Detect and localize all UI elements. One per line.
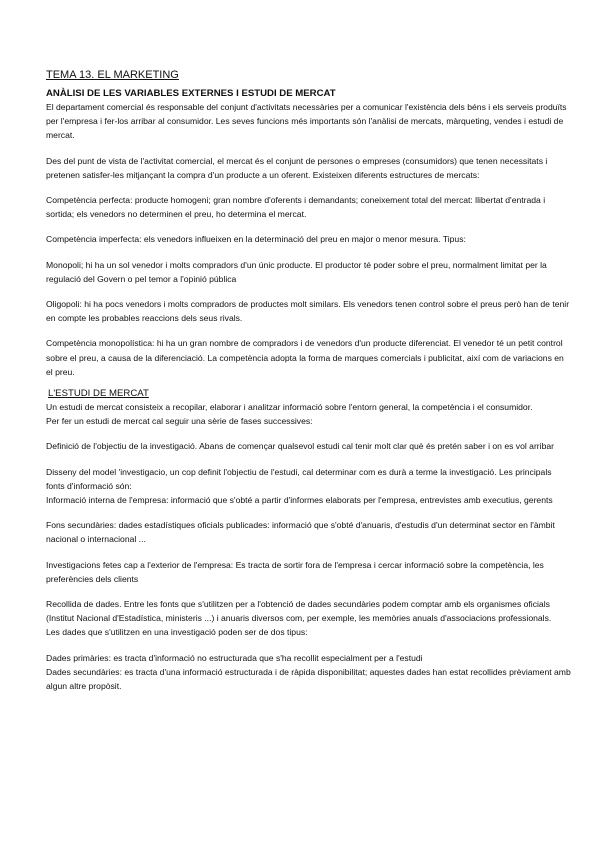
paragraph-competencia-imperfecta: Competència imperfecta: els venedors influeixen en la determinació del preu en major o menor mesura. Tipus:	[46, 234, 466, 245]
paragraph-fons-secundaries: Fons secundàries: dades estadístiques oficials publicades: informació que s'obté d'anuaris, d'estudis d'un determinat sector en l'àmbit nacional o internacional ...	[46, 520, 555, 545]
paragraph-competencia-monopolistica: Competència monopolística: hi ha un gran nombre de compradors i de venedors d'un producte diferenciat. El venedor té un petit control sobre el preu, a causa de la diferenciació. La competència adopta la forma de marques comercials i publicitat, així com de variacions en el preu.	[46, 338, 564, 377]
spacer	[46, 640, 572, 651]
subsection-heading: L'ESTUDI DE MERCAT	[48, 388, 149, 400]
paragraph-monopoli: Monopoli; hi ha un sol venedor i molts compradors d'un únic producte. El productor té poder sobre el preu, normalment limitat per la regulació del Govern o pel temor a l'opinió pública	[46, 259, 547, 284]
page-title: TEMA 13. EL MARKETING	[46, 69, 179, 81]
paragraph-dades-primaries: Dades primàries: es tracta d'informació no estructurada que s'ha recollit especialment per a l'estudi	[46, 652, 423, 663]
spacer	[46, 286, 572, 297]
spacer	[46, 325, 572, 336]
section-heading: ANÀLISI DE LES VARIABLES EXTERNES I ESTUDI DE MERCAT	[46, 88, 336, 99]
paragraph-recollida: Recollida de dades. Entre les fonts que s'utilitzen per a l'obtenció de dades secundàries podem comptar amb els organismes oficials (Institut Nacional d'Estadística, ministeris ...) i anuaris diversos com, per exemple, les memòries anuals d'associacions professionals.	[46, 599, 552, 624]
paragraph-competencia-perfecta: Competència perfecta: producte homogeni; gran nombre d'oferents i demandants; coneixement total del mercat: llibertat d'entrada i sortida; els venedors no determinen el preu, ho determina el mercat.	[46, 195, 546, 220]
spacer	[46, 547, 572, 558]
document-page	[46, 68, 572, 693]
spacer	[46, 507, 572, 518]
spacer	[46, 182, 572, 193]
spacer	[46, 143, 572, 154]
paragraph-fases: Per fer un estudi de mercat cal seguir una sèrie de fases successives:	[46, 416, 313, 427]
paragraph-disseny: Disseny del model 'investigacio, un cop definit l'objectiu de l'estudi, cal determinar com es durà a terme la investigació. Les principals fonts d'informació són:	[46, 466, 552, 491]
paragraph-estudi: Un estudi de mercat consisteix a recopilar, elaborar i analitzar informació sobre l'entorn general, la competència i el consumidor.	[46, 402, 533, 413]
spacer	[46, 586, 572, 597]
spacer	[46, 379, 572, 387]
paragraph-intro: El departament comercial és responsable del conjunt d'activitats necessàries per a comunicar l'existència dels béns i els serveis produïts per l'empresa i fer-los arribar al consumidor. Les seves funcions més importants són l'anàlisi de mercats, màrqueting, vendes i estudi de mercat.	[46, 102, 567, 141]
paragraph-dades-secundaries: Dades secundàries: es tracta d'una informació estructurada i de ràpida disponibilitat; aquestes dades han estat recollides prèviament amb algun altre propòsit.	[46, 666, 571, 692]
paragraph-definicio: Definició de l'objectiu de la investigació. Abans de començar qualsevol estudi cal tenir molt clar què és pretén saber i on es vol arribar	[46, 441, 554, 452]
paragraph-oligopoli: Oligopoli: hi ha pocs venedors i molts compradors de productes molt similars. Els venedors tenen control sobre el preus però han de tenir en compte les probables reaccions dels seus rivals.	[46, 299, 570, 324]
spacer	[46, 247, 572, 258]
spacer	[46, 454, 572, 465]
spacer	[46, 221, 572, 232]
paragraph-tipus-dades: Les dades que s'utilitzen en una investigació poden ser de dos tipus:	[46, 627, 308, 638]
paragraph-mercat: Des del punt de vista de l'activitat comercial, el mercat és el conjunt de persones o empreses (consumidors) que tenen necessitats i pretenen satisfer-les mitjançant la compra d'un producte a un oferent. Existeixen diferents estructures de mercats:	[46, 155, 548, 180]
spacer	[46, 428, 572, 439]
paragraph-investigacions: Investigacions fetes cap a l'exterior de l'empresa: Es tracta de sortir fora de l'empresa i cercar informació sobre la competència, les preferències dels clients	[46, 559, 544, 584]
paragraph-informacio-interna: Informació interna de l'empresa: informació que s'obté a partir d'informes elaborats per l'empresa, entrevistes amb executius, gerents	[46, 495, 553, 506]
